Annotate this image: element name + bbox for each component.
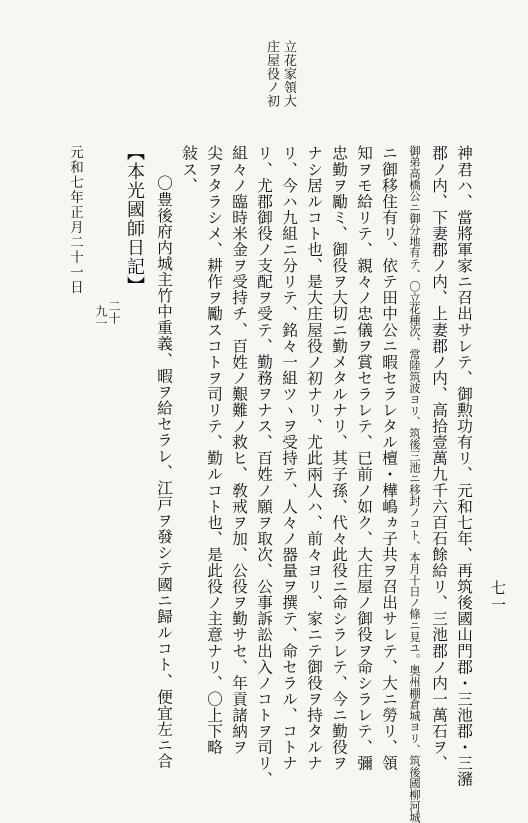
body-line: 知ヲモ給リテ、親々ノ忠儀ヲ賞セラレテ、已前ノ如ク、大庄屋ノ御役ヲ命シラレテ、彌 (355, 145, 373, 771)
body-line: 組々ノ臨時米金ヲ受持チ、百姓ノ艱難ノ救ヒ、敎戒ヲ加、公役ヲ勤サセ、年貢諸納ヲ (230, 145, 248, 755)
title-number: 二十 (107, 300, 121, 324)
body-line: 神君ハ、當將軍家ニ召出サレテ、御勲功有リ、元和七年、再筑後國山門郡・三池郡・三瀦 (455, 145, 473, 787)
body-line: 敍ス、 (180, 145, 198, 194)
body-line: リ、尤郡御役ノ支配ヲ受テ、勤務ヲナス、百姓ノ願ヲ取次、公事訴訟出入ノコトヲ司リ、 (255, 145, 273, 787)
body-line: 尖ヲタラシメ、耕作ヲ勵スコトヲ司リテ、勤ルコト也、是此役ノ主意ナリ、〇上下略 (205, 145, 223, 755)
running-header-line-2: 庄屋役ノ初 (264, 40, 279, 108)
page-number: 七一 (489, 580, 507, 614)
body-line: 忠勤ヲ勵ミ、御役ヲ大切ニ勤メタルナリ、其子孫、代々此役ニ命シラレテ、今ニ勤役ヲ (330, 145, 348, 771)
entry-date: 元和七年正月二十一日 (67, 145, 83, 295)
date-number: 九一 (94, 305, 108, 329)
running-header-line-1: 立花家領大 (281, 40, 296, 108)
diary-title: 【本光國師日記】 (124, 143, 145, 295)
body-line: ニ御移住有リ、依テ田中公ニ暇セラレタル檀・樺嶋ヵ子共ヲ召出サレテ、大ニ勞リ、領 (380, 145, 398, 771)
body-line: 御弟高橋公ニ御分地有テ、〇立花種次、常陸筑波ヨリ、筑後三池ニ移封ノコト、本月十日ノ條ニ見ユ。奥州棚倉城ヨリ、筑後國柳河城 (408, 145, 421, 823)
body-line: リ、今ハ九組ニ分リテ、銘々一組ツヽヲ受持テ、人々ノ器量ヲ撰テ、命セラル、コトナ (280, 145, 298, 771)
body-line: 〇豊後府内城主竹中重義、暇ヲ給セラレ、江戸ヲ發シテ國ニ歸ルコト、便宜左ニ合 (155, 175, 173, 769)
body-line: ナシ居ルコト也、是大庄屋役ノ初ナリ、尤此兩人ハ、前々ヨリ、家ニテ御役ヲ持タルナ (305, 145, 323, 771)
body-line: 郡ノ内、下妻郡ノ内、上妻郡ノ内、高拾壹萬九千六百石餘給リ、三池郡ノ内一萬石ヲ、 (430, 145, 448, 771)
